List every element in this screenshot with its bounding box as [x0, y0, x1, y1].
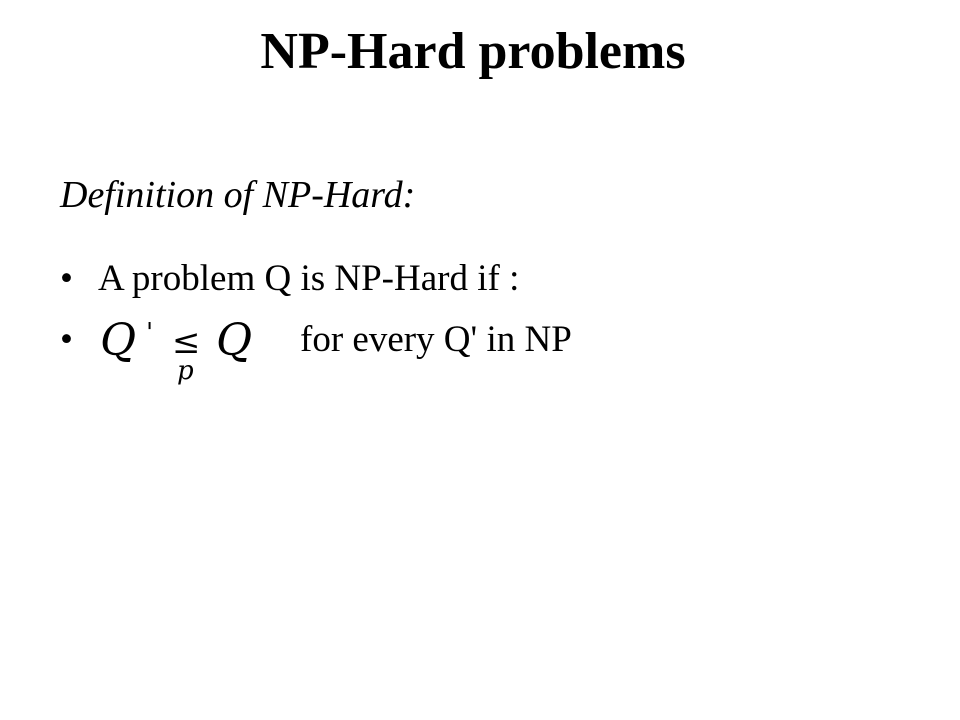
formula-relation: ≤ [172, 322, 201, 362]
bullet-dot: • [60, 319, 73, 360]
formula-subscript: p [177, 356, 194, 386]
formula-prime: ' [146, 318, 154, 348]
slide-title: NP-Hard problems [260, 23, 686, 80]
reduction-formula [100, 316, 270, 396]
formula-right-operand: Q [216, 315, 253, 366]
formula-left-operand: Q [100, 315, 137, 366]
bullet-text: for every Q' in NP [300, 319, 572, 360]
bullet-dot: • [60, 258, 73, 299]
definition-heading: Definition of NP-Hard: [60, 174, 416, 216]
bullet-text: A problem Q is NP-Hard if : [98, 258, 520, 299]
